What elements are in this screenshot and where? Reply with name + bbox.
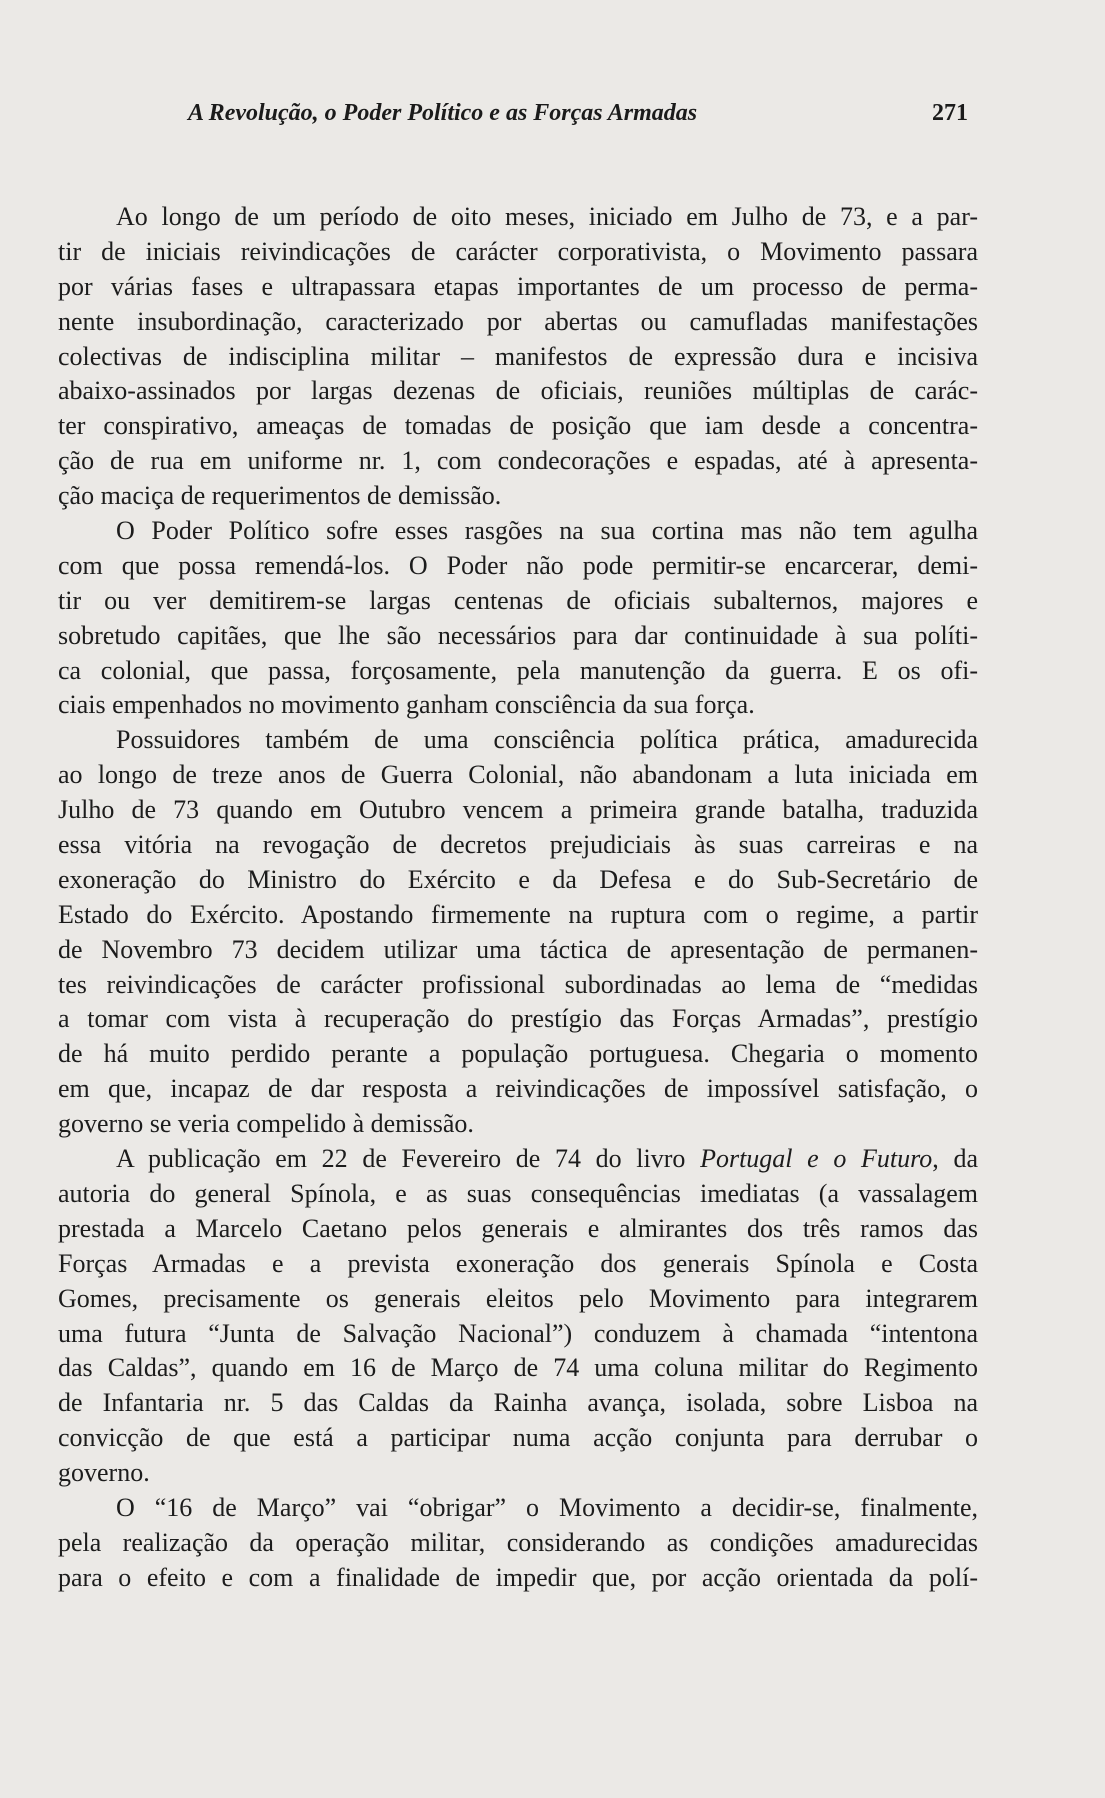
text-line: O Poder Político sofre esses rasgões na sua cortina mas não tem agulha bbox=[116, 516, 978, 546]
text-line: Estado do Exército. Apostando firmemente na ruptura com o regime, a partir bbox=[58, 899, 978, 929]
text-line: O “16 de Março” vai “obrigar” o Movimento a decidir-se, finalmente, bbox=[116, 1492, 978, 1522]
text-line: Forças Armadas e a prevista exoneração dos generais Spínola e Costa bbox=[58, 1248, 978, 1278]
text-line: uma futura “Junta de Salvação Nacional”) conduzem à chamada “intentona bbox=[58, 1318, 978, 1348]
text-line: Possuidores também de uma consciência política prática, amadurecida bbox=[116, 725, 978, 755]
text-line: a tomar com vista à recuperação do prestígio das Forças Armadas”, prestígio bbox=[58, 1004, 978, 1034]
text-line: nente insubordinação, caracterizado por abertas ou camufladas manifestações bbox=[58, 306, 978, 336]
text-line: com que possa remendá-los. O Poder não pode permitir-se encarcerar, demi- bbox=[58, 550, 978, 580]
text-line: Gomes, precisamente os generais eleitos pelo Movimento para integrarem bbox=[58, 1283, 978, 1313]
text-line: de há muito perdido perante a população portuguesa. Chegaria o momento bbox=[58, 1039, 978, 1069]
text-line: ciais empenhados no movimento ganham consciência da sua força. bbox=[58, 690, 755, 720]
text-line: ter conspirativo, ameaças de tomadas de posição que iam desde a concentra- bbox=[58, 411, 978, 441]
text-line: tir de iniciais reivindicações de carácter corporativista, o Movimento passara bbox=[58, 236, 978, 266]
text-line: ção maciça de requerimentos de demissão. bbox=[58, 481, 502, 511]
text-line: pela realização da operação militar, considerando as condições amadurecidas bbox=[58, 1527, 978, 1557]
text-line: Julho de 73 quando em Outubro vencem a primeira grande batalha, traduzida bbox=[58, 795, 978, 825]
running-header-title: A Revolução, o Poder Político e as Forças Armadas bbox=[188, 100, 698, 126]
text-line: ca colonial, que passa, forçosamente, pela manutenção da guerra. E os ofi- bbox=[58, 655, 978, 685]
text-line: convicção de que está a participar numa acção conjunta para derrubar o bbox=[58, 1423, 978, 1453]
text-line: das Caldas”, quando em 16 de Março de 74 uma coluna militar do Regimento bbox=[58, 1353, 978, 1383]
page-number: 271 bbox=[932, 100, 968, 126]
text-line: Ao longo de um período de oito meses, iniciado em Julho de 73, e a par- bbox=[116, 202, 978, 231]
text-line: autoria do general Spínola, e as suas consequências imediatas (a vassalagem bbox=[58, 1178, 978, 1208]
paragraph-3 bbox=[58, 723, 978, 1142]
text-line: exoneração do Ministro do Exército e da Defesa e do Sub-Secretário de bbox=[58, 864, 978, 894]
text-run: , da bbox=[932, 1144, 978, 1174]
paragraph-5 bbox=[58, 1491, 978, 1596]
text-line: ção de rua em uniforme nr. 1, com condecorações e espadas, até à apresenta- bbox=[58, 446, 978, 476]
text-line: essa vitória na revogação de decretos prejudiciais às suas carreiras e na bbox=[58, 830, 978, 860]
text-line: por várias fases e ultrapassara etapas importantes de um processo de perma- bbox=[58, 271, 978, 301]
text-line: de Novembro 73 decidem utilizar uma táctica de apresentação de permanen- bbox=[58, 934, 978, 964]
text-line: colectivas de indisciplina militar – manifestos de expressão dura e incisiva bbox=[58, 341, 978, 371]
paragraph-1 bbox=[58, 200, 978, 514]
text-line: governo. bbox=[58, 1458, 150, 1488]
text-line: de Infantaria nr. 5 das Caldas da Rainha avança, isolada, sobre Lisboa na bbox=[58, 1388, 978, 1418]
running-header bbox=[188, 100, 968, 136]
text-line: em que, incapaz de dar resposta a reivindicações de impossível satisfação, o bbox=[58, 1074, 978, 1104]
body-text bbox=[58, 200, 978, 1596]
text-line: abaixo-assinados por largas dezenas de oficiais, reuniões múltiplas de carác- bbox=[58, 376, 978, 406]
paragraph-2 bbox=[58, 514, 978, 723]
text-line: governo se veria compelido à demissão. bbox=[58, 1109, 474, 1139]
text-line: sobretudo capitães, que lhe são necessários para dar continuidade à sua políti- bbox=[58, 620, 978, 650]
text-line: para o efeito e com a finalidade de impedir que, por acção orientada da polí- bbox=[58, 1562, 978, 1592]
text-run: A publicação em 22 de Fevereiro de 74 do livro bbox=[116, 1144, 686, 1174]
text-line: prestada a Marcelo Caetano pelos generais e almirantes dos três ramos das bbox=[58, 1213, 978, 1243]
text-line: ao longo de treze anos de Guerra Colonial, não abandonam a luta iniciada em bbox=[58, 760, 978, 790]
text-line: tir ou ver demitirem-se largas centenas de oficiais subalternos, majores e bbox=[58, 585, 978, 615]
text-line bbox=[58, 1142, 978, 1177]
paragraph-4 bbox=[58, 1142, 978, 1491]
book-title: Portugal e o Futuro bbox=[700, 1144, 933, 1174]
text-line: tes reivindicações de carácter profissional subordinadas ao lema de “medidas bbox=[58, 969, 978, 999]
